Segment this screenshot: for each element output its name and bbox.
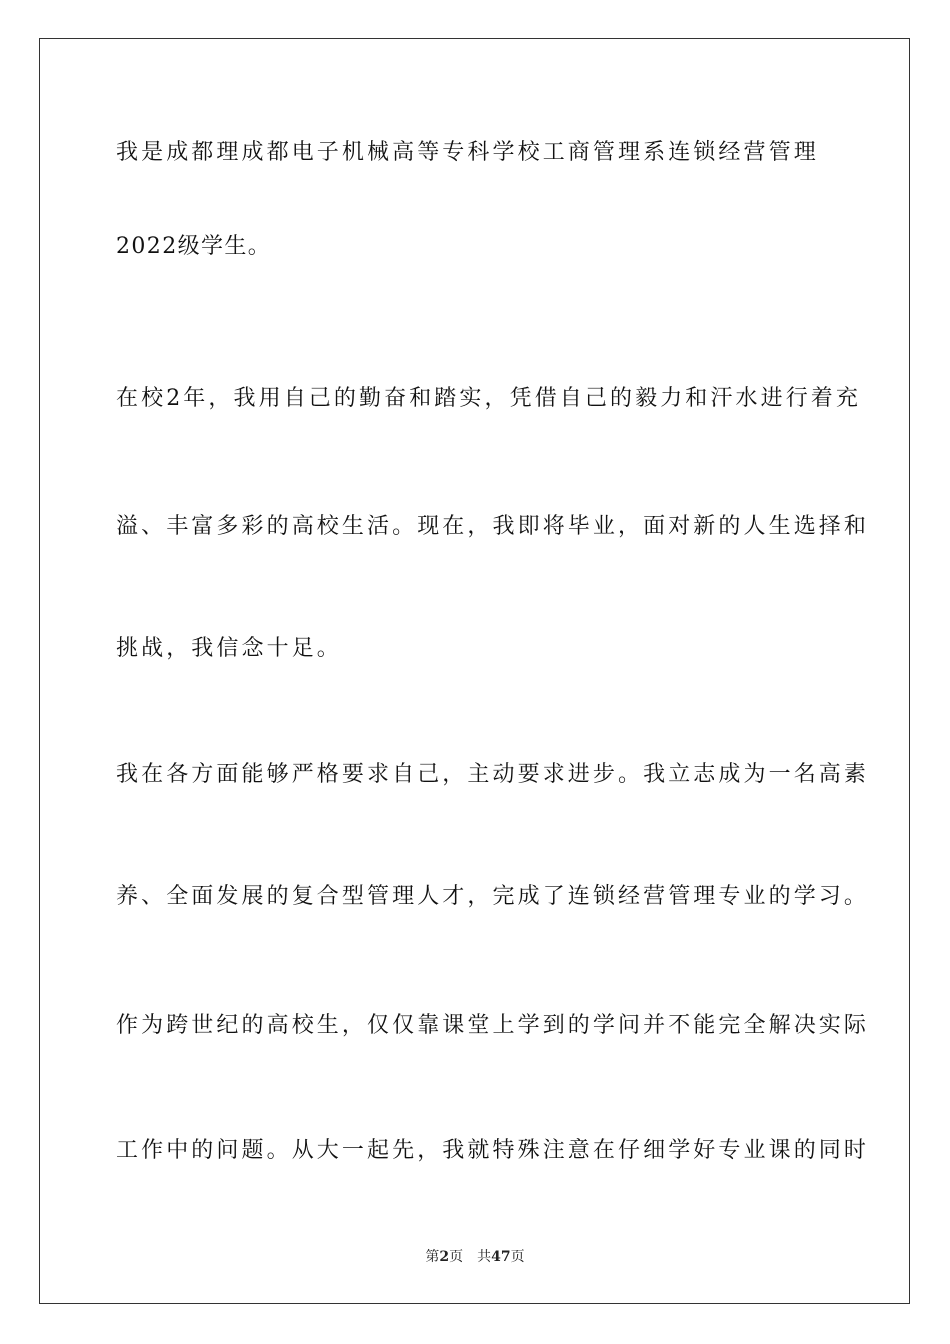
body-text-line: 作为跨世纪的高校生，仅仅靠课堂上学到的学问并不能完全解决实际 bbox=[116, 1013, 870, 1038]
body-text-line: 在校2年，我用自己的勤奋和踏实，凭借自己的毅力和汗水进行着充 bbox=[116, 386, 861, 411]
page-footer bbox=[0, 1248, 950, 1266]
body-text-line: 溢、丰富多彩的高校生活。现在，我即将毕业，面对新的人生选择和 bbox=[116, 514, 870, 539]
body-text-line: 工作中的问题。从大一起先，我就特殊注意在仔细学好专业课的同时 bbox=[116, 1138, 870, 1163]
total-pages: 47 bbox=[491, 1249, 511, 1265]
page-prefix: 第 bbox=[425, 1249, 440, 1265]
body-text-line: 挑战，我信念十足。 bbox=[116, 636, 342, 661]
body-text-line: 养、全面发展的复合型管理人才，完成了连锁经营管理专业的学习。 bbox=[116, 884, 870, 909]
page-suffix: 页 bbox=[449, 1249, 464, 1265]
page-number: 2 bbox=[439, 1249, 450, 1265]
total-prefix: 共 bbox=[477, 1249, 492, 1265]
body-text-line: 2022级学生。 bbox=[116, 234, 272, 259]
page-border bbox=[39, 38, 910, 1304]
body-text-line: 我在各方面能够严格要求自己，主动要求进步。我立志成为一名高素 bbox=[116, 762, 870, 787]
total-suffix: 页 bbox=[510, 1249, 525, 1265]
body-text-line: 我是成都理成都电子机械高等专科学校工商管理系连锁经营管理 bbox=[116, 140, 819, 165]
